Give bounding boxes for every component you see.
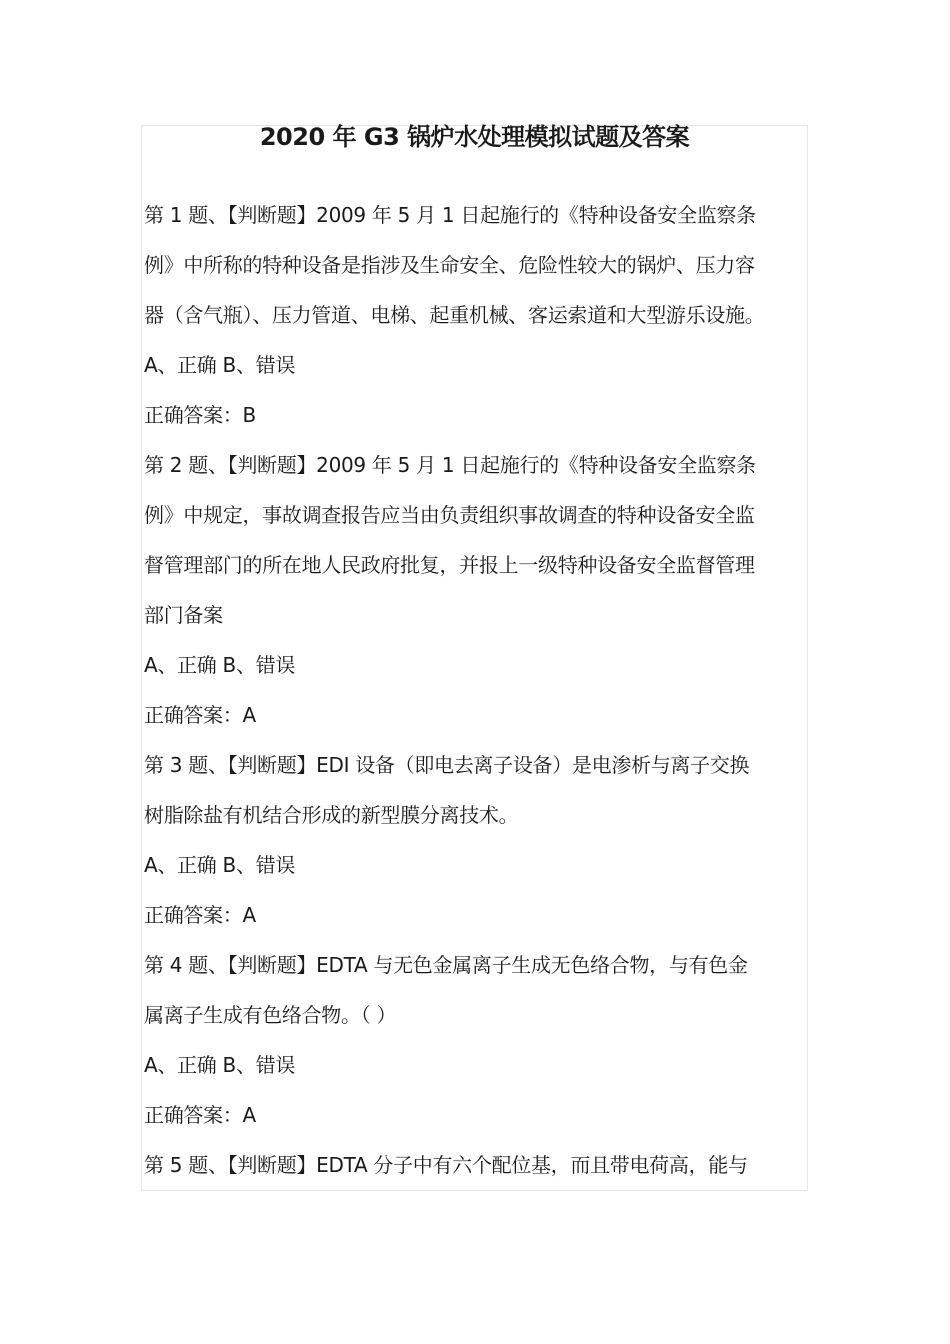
q2-line-3: 督管理部门的所在地人民政府批复，并报上一级特种设备安全监督管理 — [144, 553, 755, 577]
q4-line-2: 属离子生成有色络合物。（ ） — [144, 1003, 397, 1027]
q3-answer: 正确答案：A — [144, 903, 256, 927]
q3-line-1: 第 3 题、【判断题】EDI 设备（即电去离子设备）是电渗析与离子交换 — [144, 753, 750, 777]
document-title: 2020 年 G3 锅炉水处理模拟试题及答案 — [259, 123, 690, 151]
q4-line-1: 第 4 题、【判断题】EDTA 与无色金属离子生成无色络合物，与有色金 — [144, 953, 748, 977]
q2-line-4: 部门备案 — [144, 603, 223, 627]
q2-answer: 正确答案：A — [144, 703, 256, 727]
q1-answer: 正确答案：B — [144, 403, 256, 427]
q4-answer: 正确答案：A — [144, 1103, 256, 1127]
q5-line-1: 第 5 题、【判断题】EDTA 分子中有六个配位基，而且带电荷高，能与 — [144, 1153, 748, 1177]
q3-line-2: 树脂除盐有机结合形成的新型膜分离技术。 — [144, 803, 519, 827]
q2-options: A、正确 B、错误 — [144, 653, 296, 677]
document-body — [144, 190, 819, 1190]
q1-line-1: 第 1 题、【判断题】2009 年 5 月 1 日起施行的《特种设备安全监察条 — [144, 203, 756, 227]
q2-line-1: 第 2 题、【判断题】2009 年 5 月 1 日起施行的《特种设备安全监察条 — [144, 453, 756, 477]
q2-line-2: 例》中规定，事故调查报告应当由负责组织事故调查的特种设备安全监 — [144, 503, 755, 527]
q4-options: A、正确 B、错误 — [144, 1053, 296, 1077]
q1-line-3: 器（含气瓶）、压力管道、电梯、起重机械、客运索道和大型游乐设施。 — [144, 303, 765, 327]
q1-line-2: 例》中所称的特种设备是指涉及生命安全、危险性较大的锅炉、压力容 — [144, 253, 755, 277]
q1-options: A、正确 B、错误 — [144, 353, 296, 377]
q3-options: A、正确 B、错误 — [144, 853, 296, 877]
